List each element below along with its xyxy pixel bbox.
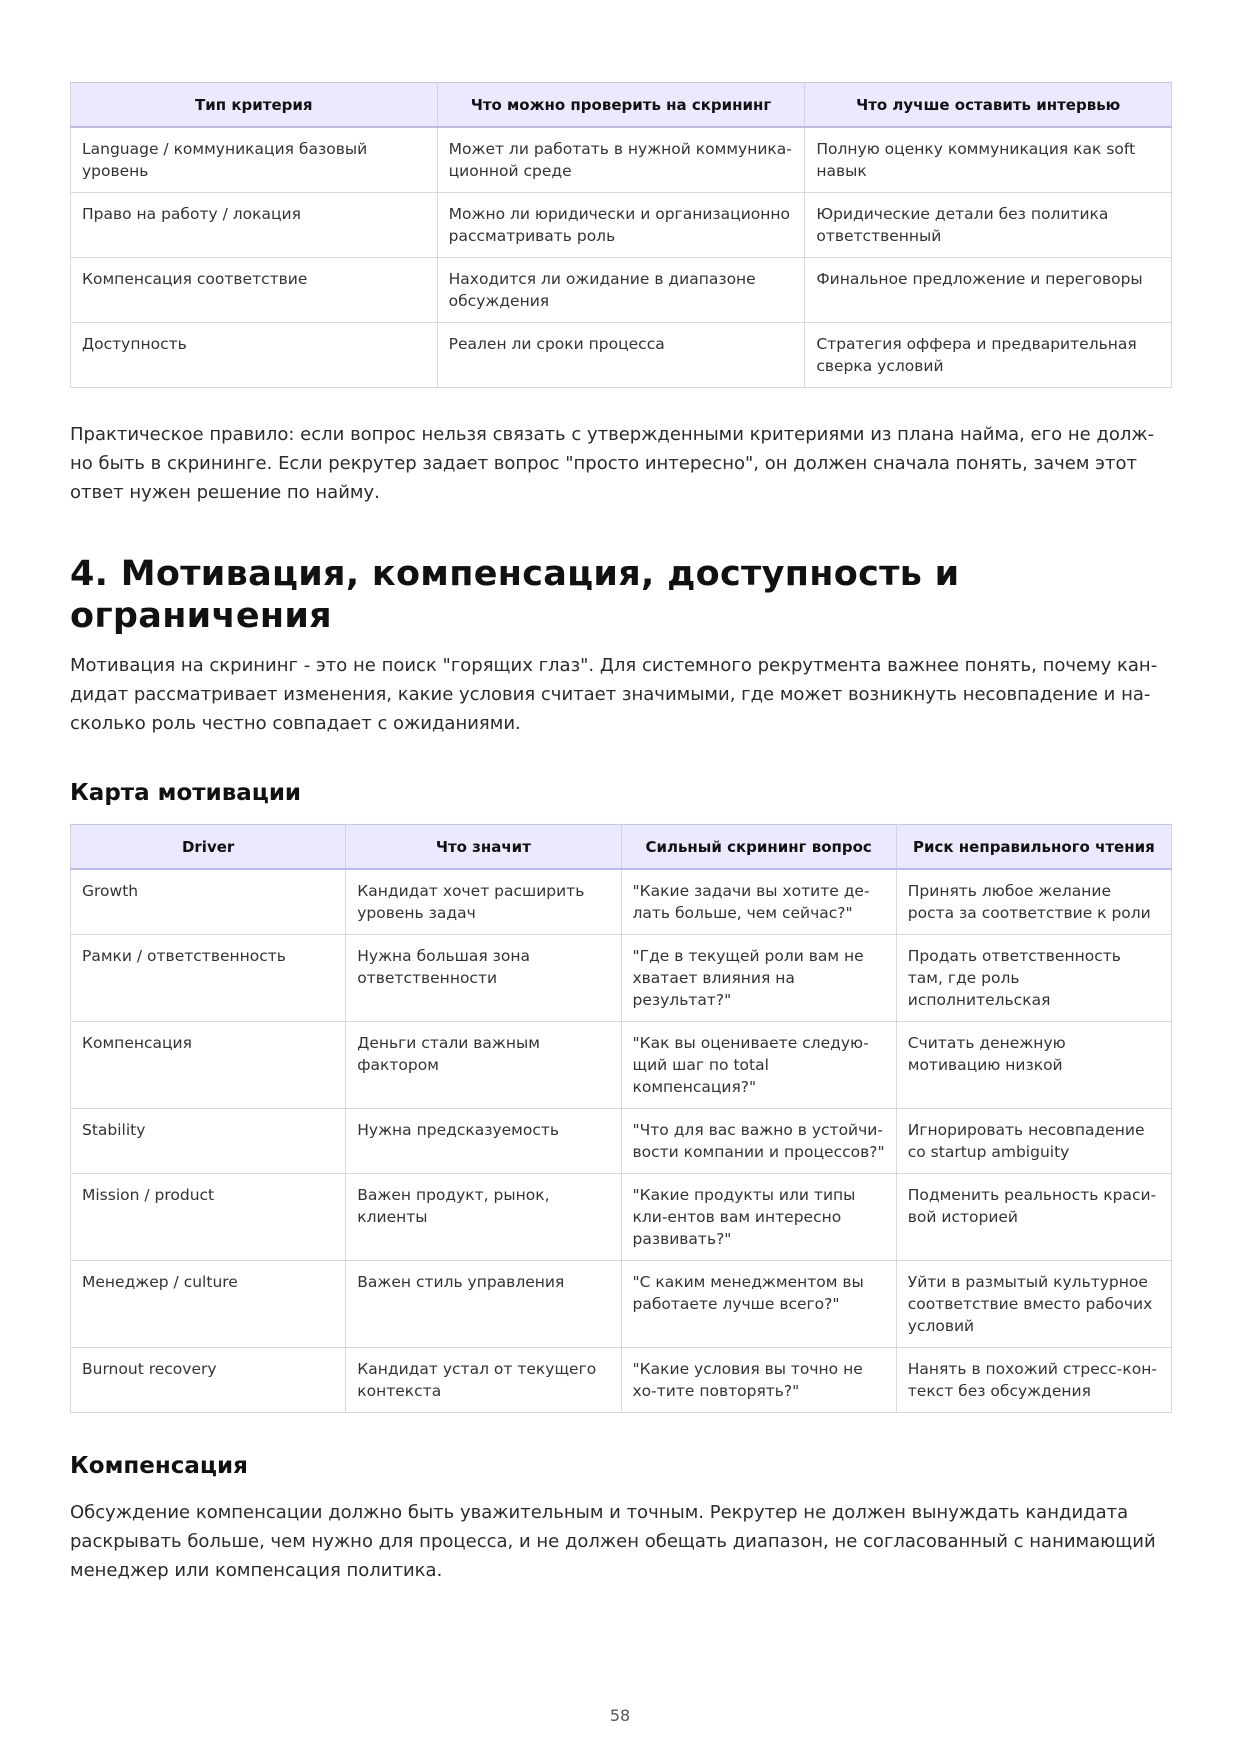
table-row xyxy=(71,193,1172,258)
table-cell: Право на работу / локация xyxy=(71,193,438,258)
table-cell: Нанять в похожий стресс-кон-текст без обсуждения xyxy=(896,1348,1171,1413)
page-number: 58 xyxy=(609,1706,631,1725)
table-cell: Кандидат устал от текущего контекста xyxy=(346,1348,621,1413)
table-cell: Важен стиль управления xyxy=(346,1261,621,1348)
table-cell: Компенсация xyxy=(71,1022,346,1109)
column-header: Что значит xyxy=(346,825,621,870)
table-cell: Полную оценку коммуникация как soft навык xyxy=(805,127,1172,193)
table-cell: "Где в текущей роли вам не хватает влияния на результат?" xyxy=(621,935,896,1022)
table-cell: Считать денежную мотивацию низкой xyxy=(896,1022,1171,1109)
table-cell: Реален ли сроки процесса xyxy=(437,323,805,388)
column-header: Сильный скрининг вопрос xyxy=(621,825,896,870)
table-row xyxy=(71,869,1172,935)
table-row xyxy=(71,323,1172,388)
table-cell: Принять любое желание роста за соответствие к роли xyxy=(896,869,1171,935)
table-row xyxy=(71,1261,1172,1348)
table-cell: "Какие продукты или типы кли-ентов вам интересно развивать?" xyxy=(621,1174,896,1261)
table-header-row xyxy=(71,825,1172,870)
table-cell: Growth xyxy=(71,869,346,935)
table-cell: Нужна предсказуемость xyxy=(346,1109,621,1174)
table-cell: Может ли работать в нужной коммуника-ционной среде xyxy=(437,127,805,193)
table-cell: Юридические детали без политика ответственный xyxy=(805,193,1172,258)
table-cell: "Что для вас важно в устойчи-вости компании и процессов?" xyxy=(621,1109,896,1174)
table-row xyxy=(71,935,1172,1022)
motivation-map-heading: Карта мотивации xyxy=(70,780,302,806)
practical-rule-paragraph: Практическое правило: если вопрос нельзя связать с утвержденными критериями из плана найма, его не долж-но быть в скрининге. Если рекрутер задает вопрос "просто интересно", он должен сначала понять, зачем этот ответ нужен решение по найму. xyxy=(70,424,1155,503)
table-row xyxy=(71,1109,1172,1174)
motivation-map-table xyxy=(70,824,1172,1413)
table-cell: Mission / product xyxy=(71,1174,346,1261)
table-row xyxy=(71,1348,1172,1413)
table-cell: Важен продукт, рынок, клиенты xyxy=(346,1174,621,1261)
table-row xyxy=(71,127,1172,193)
table-cell: Уйти в размытый культурное соответствие вместо рабочих условий xyxy=(896,1261,1171,1348)
column-header: Что можно проверить на скрининг xyxy=(437,83,805,128)
table-cell: Доступность xyxy=(71,323,438,388)
table-header-row xyxy=(71,83,1172,128)
table-cell: "Какие задачи вы хотите де-лать больше, чем сейчас?" xyxy=(621,869,896,935)
page-content xyxy=(70,82,1172,1585)
table-cell: Language / коммуникация базовый уровень xyxy=(71,127,438,193)
section-title: 4. Мотивация, компенсация, доступность и ограничения xyxy=(70,554,960,636)
table-cell: Нужна большая зона ответственности xyxy=(346,935,621,1022)
table-cell: Продать ответственность там, где роль исполнительская xyxy=(896,935,1171,1022)
table-cell: Рамки / ответственность xyxy=(71,935,346,1022)
table-cell: Менеджер / culture xyxy=(71,1261,346,1348)
table-cell: Стратегия оффера и предварительная сверка условий xyxy=(805,323,1172,388)
table-row xyxy=(71,1174,1172,1261)
column-header: Что лучше оставить интервью xyxy=(805,83,1172,128)
table-cell: Кандидат хочет расширить уровень задач xyxy=(346,869,621,935)
table-cell: Финальное предложение и переговоры xyxy=(805,258,1172,323)
table-row xyxy=(71,1022,1172,1109)
column-header: Driver xyxy=(71,825,346,870)
table-cell: Подменить реальность краси-вой историей xyxy=(896,1174,1171,1261)
criteria-table xyxy=(70,82,1172,388)
table-cell: Burnout recovery xyxy=(71,1348,346,1413)
column-header: Тип критерия xyxy=(71,83,438,128)
table-cell: "С каким менеджментом вы работаете лучше всего?" xyxy=(621,1261,896,1348)
compensation-heading: Компенсация xyxy=(70,1453,248,1479)
table-cell: "Какие условия вы точно не хо-тите повторять?" xyxy=(621,1348,896,1413)
table-cell: Деньги стали важным фактором xyxy=(346,1022,621,1109)
table-cell: Компенсация соответствие xyxy=(71,258,438,323)
table-cell: Stability xyxy=(71,1109,346,1174)
table-cell: Игнорировать несовпадение со startup ambiguity xyxy=(896,1109,1171,1174)
column-header: Риск неправильного чтения xyxy=(896,825,1171,870)
section-intro-paragraph: Мотивация на скрининг - это не поиск "горящих глаз". Для системного рекрутмента важнее понять, почему кан-дидат рассматривает изменения, какие условия считает значимыми, где может возникнуть несовпадение и на-сколько роль честно совпадает с ожиданиями. xyxy=(70,655,1158,734)
compensation-paragraph: Обсуждение компенсации должно быть уважительным и точным. Рекрутер не должен вынуждать кандидата раскрывать больше, чем нужно для процесса, и не должен обещать диапазон, не согласованный с нанимающий менеджер или компенсация политика. xyxy=(70,1502,1156,1581)
table-row xyxy=(71,258,1172,323)
table-cell: Находится ли ожидание в диапазоне обсуждения xyxy=(437,258,805,323)
table-cell: "Как вы оцениваете следую-щий шаг по total компенсация?" xyxy=(621,1022,896,1109)
table-cell: Можно ли юридически и организационно рассматривать роль xyxy=(437,193,805,258)
